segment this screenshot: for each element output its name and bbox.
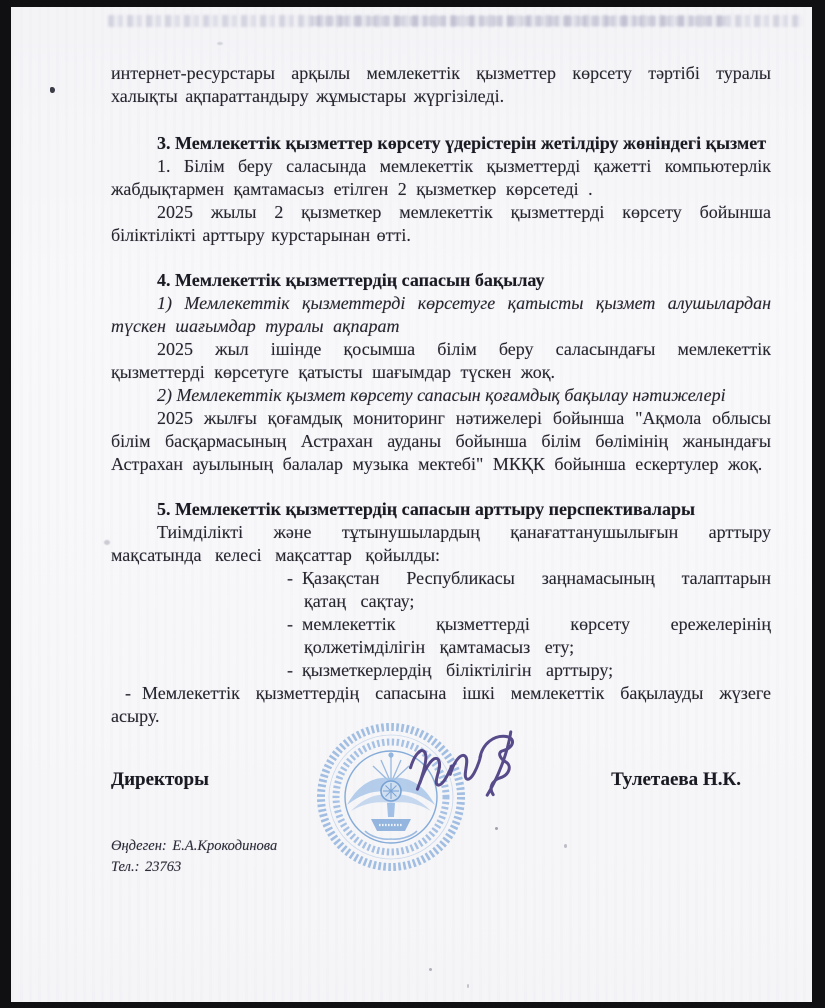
section-5-intro: Тиімділікті және тұтынушылардың қанағаттанушылығын арттыру мақсатында келесі мақсаттар қойылды: — [111, 522, 771, 565]
prepared-by-line: Өңдеген: Е.А.Крокодинова — [111, 838, 278, 854]
section-4-paragraph-2: 2025 жылғы қоғамдық мониторинг нәтижелері бойынша "Ақмола облысы білім басқармасының Астрахан ауданы бойынша білім бөлімінің жанындағы Астрахан ауылының балалар музыка мектебі" МКҚК бойынша ескертулер жоқ. — [111, 408, 771, 474]
signer-name: Тулетаева Н.К. — [611, 768, 741, 790]
list-item — [287, 659, 771, 682]
section-4-paragraph-1: 2025 жыл ішінде қосымша білім беру саласындағы мемлекеттік қызметтерді көрсетуге қатысты шағымдар түскен жоқ. — [111, 339, 771, 382]
list-item-text: мемлекеттік қызметтерді көрсету ережелерінің қолжетімділігін қамтамасыз ету; — [302, 614, 771, 657]
list-item — [287, 613, 771, 659]
list-item-text: қызметкерлердің біліктілігін арттыру; — [302, 660, 614, 680]
scan-speck — [50, 87, 55, 93]
list-dash: - — [125, 683, 131, 703]
section-3-paragraph-1: 1. Білім беру саласында мемлекеттік қызметтерді қажетті компьютерлік жабдықтармен қамтамасыз етілген 2 қызметкер көрсетеді . — [111, 156, 771, 199]
list-dash: - — [287, 660, 293, 680]
paper-sheet — [11, 7, 812, 1002]
section-4-heading: 4. Мемлекеттік қызметтердің сапасын бақылау — [157, 270, 545, 290]
final-item-text: Мемлекеттік қызметтердің сапасына ішкі мемлекеттік бақылауды жүзеге асыру. — [111, 683, 771, 726]
section-3-heading: 3. Мемлекеттік қызметтер көрсету үдерістерін жетілдіру жөніндегі қызмет — [157, 133, 767, 153]
scan-speck — [429, 968, 432, 971]
scan-speck — [467, 984, 469, 988]
signer-title: Директоры — [111, 768, 209, 790]
list-item — [287, 567, 771, 613]
phone-line: Тел.: 23763 — [111, 859, 182, 875]
list-item-text: Қазақстан Республикасы заңнамасының талаптарын қатаң сақтау; — [302, 568, 771, 611]
section-3-paragraph-2: 2025 жылы 2 қызметкер мемлекеттік қызметтерді көрсету бойынша біліктілікті арттыру курстарынан өтті. — [111, 202, 771, 245]
scan-speck — [104, 540, 110, 545]
section-5-heading: 5. Мемлекеттік қызметтердің сапасын арттыру перспективалары — [157, 499, 696, 519]
list-dash: - — [287, 568, 293, 588]
intro-paragraph: интернет-ресурстары арқылы мемлекеттік қызметтер көрсету тәртібі туралы халықты ақпараттандыру жұмыстары жүргізіледі. — [111, 63, 771, 106]
list-dash: - — [287, 614, 293, 634]
goals-list — [287, 567, 771, 682]
section-4-subitem-1: 1) Мемлекеттік қызметтерді көрсетуге қатысты қызмет алушылардан түскен шағымдар туралы ақпарат — [111, 293, 771, 336]
handwritten-signature — [394, 725, 536, 817]
section-4-subitem-2: 2) Мемлекеттік қызмет көрсету сапасын қоғамдық бақылау нәтижелері — [157, 385, 726, 405]
